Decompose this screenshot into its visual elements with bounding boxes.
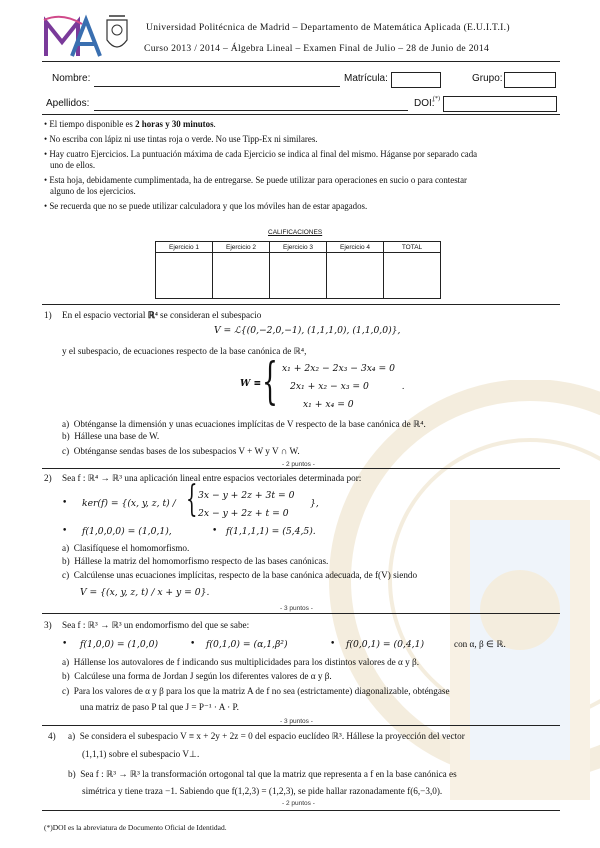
bullet: •	[190, 639, 196, 649]
footnote: (*)DOI es la abreviatura de Documento Oficial de Identidad.	[44, 823, 227, 832]
instruction-item: • Esta hoja, debidamente cumplimentada, ha de entregarse. Se puede utilizar para operaciones en sucio o para contestar	[44, 175, 468, 185]
kernel-definition: ker(f) = {(x, y, z, t) ∕	[82, 498, 176, 509]
university-crest	[103, 14, 131, 56]
section-rule	[42, 613, 560, 614]
section-rule	[42, 304, 560, 305]
matricula-field[interactable]	[391, 72, 441, 88]
instruction-item: • El tiempo disponible es 2 horas y 30 minutos.	[44, 119, 216, 129]
problem-4-a: a) Se considera el subespacio V ≡ x + 2y + 2z = 0 del espacio euclídeo ℝ³. Hállese la proyección del vector	[68, 731, 465, 741]
image-1: f(1,0,0,0) = (1,0,1),	[82, 526, 172, 537]
problem-3-number: 3)	[44, 620, 52, 630]
problem-1-dot: .	[402, 381, 405, 391]
grade-cell-1[interactable]	[156, 253, 213, 299]
grades-title: CALIFICACIONES	[268, 229, 323, 236]
problem-1-a: a) Obténganse la dimensión y unas ecuaciones implícitas de V respecto de la base canónica de ℝ⁴.	[62, 419, 426, 429]
grades-table	[155, 241, 441, 299]
grades-header: TOTAL	[384, 242, 441, 253]
doi-field[interactable]	[443, 96, 557, 112]
problem-2-intro: Sea f : ℝ⁴ → ℝ³ una aplicación lineal entre espacios vectoriales determinada por:	[62, 473, 362, 483]
section-rule	[42, 810, 560, 811]
problem-4-b: b) Sea f : ℝ³ → ℝ³ la transformación ortogonal tal que la matriz que representa a f en la base canónica es	[68, 769, 457, 779]
problem-3-c-cont: una matriz de paso P tal que J = P⁻¹ · A · P.	[80, 702, 239, 712]
f-e1: f(1,0,0) = (1,0,0)	[80, 639, 159, 650]
problem-1-c: c) Obténganse sendas bases de los subespacios V + W y V ∩ W.	[62, 446, 300, 456]
bullet: •	[62, 498, 68, 508]
grade-cell-4[interactable]	[327, 253, 384, 299]
problem-2-a: a) Clasifíquese el homomorfismo.	[62, 543, 190, 553]
problem-4-points: - 2 puntos -	[282, 800, 315, 807]
f-e2: f(0,1,0) = (α,1,β²)	[206, 639, 288, 650]
problem-1-eq3: x₁ + x₄ = 0	[303, 399, 354, 410]
grade-cell-2[interactable]	[213, 253, 270, 299]
header-rule	[42, 61, 560, 62]
problem-4-b-cont: simétrica y tiene traza −1. Sabiendo que f(1,2,3) = (1,2,3), se pide hallar razonadamente f(6,−3,0).	[82, 786, 443, 796]
header-course: Curso 2013 / 2014 – Álgebra Lineal – Examen Final de Julio – 28 de Junio de 2014	[144, 43, 490, 54]
grupo-label: Grupo:	[472, 73, 503, 84]
doi-label: DOI:	[414, 98, 435, 109]
grupo-field[interactable]	[504, 72, 556, 88]
apellidos-label: Apellidos:	[46, 98, 90, 109]
parameters: con α, β ∈ ℝ.	[454, 639, 506, 649]
bullet: •	[212, 526, 218, 536]
bullet: •	[330, 639, 336, 649]
problem-1-subspace-intro: y el subespacio, de ecuaciones respecto de la base canónica de ℝ⁴,	[62, 346, 307, 356]
grade-cell-total[interactable]	[384, 253, 441, 299]
header-university: Universidad Politécnica de Madrid – Departamento de Matemática Aplicada (E.U.I.T.I.)	[146, 22, 510, 33]
problem-3-a: a) Hállense los autovalores de f indicando sus multiplicidades para los distintos valores de α y β.	[62, 657, 420, 667]
kernel-eq1: 3x − y + 2z + 3t = 0	[198, 490, 295, 501]
f-e3: f(0,0,1) = (0,4,1)	[346, 639, 425, 650]
problem-4-a-cont: (1,1,1) sobre el subespacio V⊥.	[82, 749, 200, 759]
kernel-close: },	[310, 498, 319, 509]
problem-1-eq2: 2x₁ + x₂ − x₃ = 0	[290, 381, 369, 392]
grades-header: Ejercicio 4	[327, 242, 384, 253]
nombre-field[interactable]	[94, 86, 340, 87]
problem-4-number: 4)	[48, 731, 56, 741]
problem-1-W: W ≡	[240, 378, 262, 389]
bullet: •	[62, 526, 68, 536]
problem-2-b: b) Hállese la matriz del homomorfismo respecto de las bases canónicas.	[62, 556, 329, 566]
grade-cell-3[interactable]	[270, 253, 327, 299]
problem-3-points: - 3 puntos -	[280, 718, 313, 725]
problem-3-c: c) Para los valores de α y β para los que la matriz A de f no sea (estrictamente) diagonalizable, obténgase	[62, 686, 450, 696]
problem-1-V: V = ℒ{(0,−2,0,−1), (1,1,1,0), (1,1,0,0)},	[214, 325, 401, 336]
nombre-label: Nombre:	[52, 73, 91, 84]
section-rule	[42, 468, 560, 469]
instructions	[44, 119, 477, 212]
grades-header: Ejercicio 3	[270, 242, 327, 253]
instruction-item: • Se recuerda que no se puede utilizar calculadora y que los móviles han de estar apagados.	[44, 201, 368, 211]
image-2: f(1,1,1,1) = (5,4,5).	[226, 526, 316, 537]
department-logo	[42, 14, 104, 60]
problem-3-intro: Sea f : ℝ³ → ℝ³ un endomorfismo del que se sabe:	[62, 620, 250, 630]
section-rule	[42, 725, 560, 726]
system-brace: {	[262, 352, 278, 410]
doi-footnote-mark: (*)	[433, 96, 440, 102]
problem-3-b: b) Calcúlese una forma de Jordan J según los diferentes valores de α y β.	[62, 671, 332, 681]
instruction-item-cont: alguno de los ejercicios.	[50, 186, 136, 196]
matricula-label: Matrícula:	[344, 73, 388, 84]
problem-2-points: - 3 puntos -	[280, 605, 313, 612]
instruction-item-cont: uno de ellos.	[50, 160, 96, 170]
problem-2-number: 2)	[44, 473, 52, 483]
problem-1-number: 1)	[44, 310, 52, 320]
grades-header: Ejercicio 2	[213, 242, 270, 253]
bullet: •	[62, 639, 68, 649]
form-rule	[42, 114, 560, 115]
problem-1-points: - 2 puntos -	[282, 461, 315, 468]
grades-header: Ejercicio 1	[156, 242, 213, 253]
kernel-eq2: 2x − y + 2z + t = 0	[198, 508, 289, 519]
problem-2-c: c) Calcúlense unas ecuaciones implícitas, respecto de la base canónica adecuada, de f(V) siendo	[62, 570, 418, 580]
instruction-item: • No escriba con lápiz ni use tintas roja o verde. No use Tipp-Ex ni similares.	[44, 134, 318, 144]
apellidos-field[interactable]	[94, 110, 408, 111]
problem-1-b: b) Hállese una base de W.	[62, 431, 160, 441]
problem-2-c-V: V = {(x, y, z, t) ∕ x + y = 0}.	[80, 587, 210, 598]
kernel-brace: {	[186, 479, 198, 520]
problem-1-intro: En el espacio vectorial ℝ⁴ se consideran el subespacio	[62, 310, 262, 320]
instruction-item: • Hay cuatro Ejercicios. La puntuación máxima de cada Ejercicio se indica al final del mismo. Háganse por separado cada	[44, 149, 478, 159]
problem-1-eq1: x₁ + 2x₂ − 2x₃ − 3x₄ = 0	[282, 363, 395, 374]
